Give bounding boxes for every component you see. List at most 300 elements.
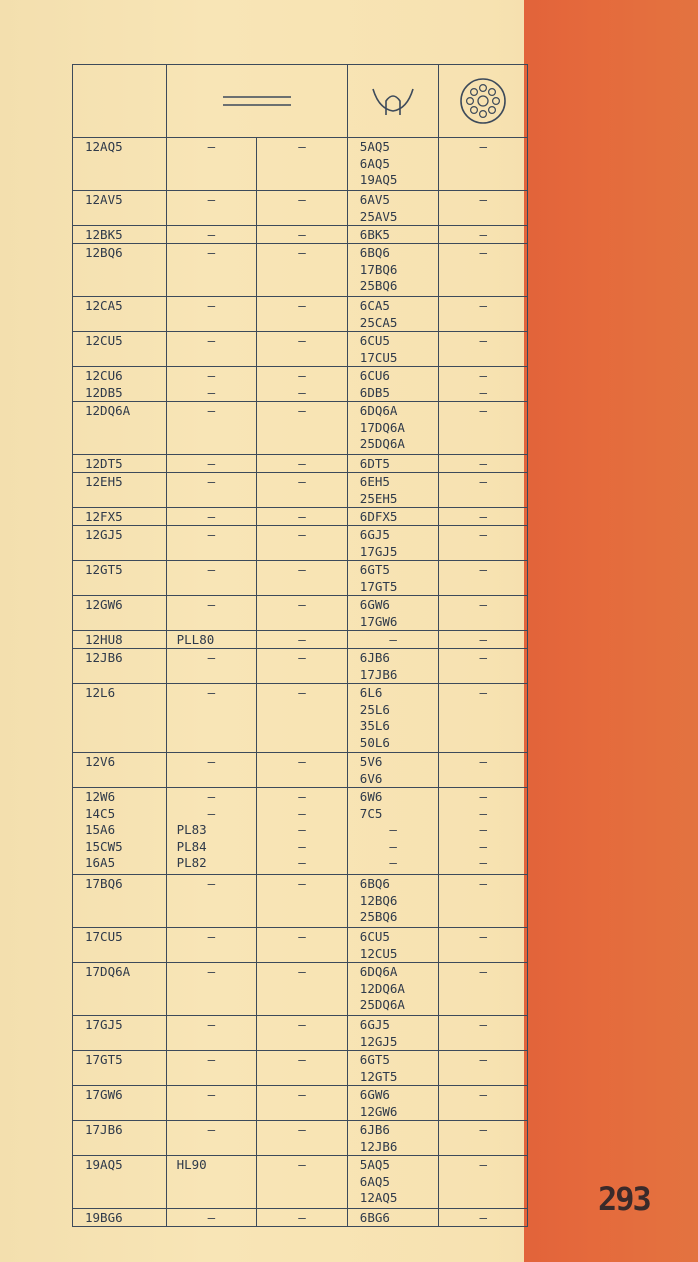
cell-line: – xyxy=(479,929,487,944)
cell-line: 12BQ6 xyxy=(359,892,398,908)
cell-line: – xyxy=(207,298,216,313)
cell-line: – xyxy=(207,474,216,489)
base-cell xyxy=(439,1016,527,1050)
cell-line: – xyxy=(479,474,487,489)
cell-line: – xyxy=(479,822,487,837)
table-row xyxy=(73,596,527,631)
base-cell xyxy=(439,649,527,683)
table-row xyxy=(73,753,527,788)
base-cell xyxy=(439,1156,527,1208)
cell-line: 12AV5 xyxy=(85,192,123,207)
type-cell xyxy=(73,928,167,962)
cell-line: 25BQ6 xyxy=(359,909,398,924)
cell-line: 12HU8 xyxy=(85,632,123,647)
cell-line: – xyxy=(207,754,216,769)
cell-line: – xyxy=(207,876,216,891)
base-cell xyxy=(439,1209,527,1226)
cell-line: – xyxy=(298,403,306,418)
cell-line: 6AQ5 xyxy=(359,1173,390,1189)
table-row xyxy=(73,649,527,684)
cell-line: 6CU5 xyxy=(359,333,390,348)
cell-line: – xyxy=(479,876,487,891)
equivalent-alt-cell xyxy=(257,875,348,927)
cell-line: – xyxy=(479,805,487,821)
type-cell xyxy=(73,1016,167,1050)
cell-line: 5AQ5 xyxy=(359,139,390,154)
similar-cell xyxy=(348,138,440,190)
cell-line: – xyxy=(479,456,487,471)
base-cell xyxy=(439,788,527,874)
equivalent-alt-cell xyxy=(257,1156,348,1208)
cell-line: – xyxy=(298,876,306,891)
cell-line: 25BQ6 xyxy=(359,278,398,293)
equivalent-alt-cell xyxy=(257,367,348,401)
equivalent-cell xyxy=(167,596,258,630)
cell-line: 12CU5 xyxy=(85,333,123,348)
equivalent-cell xyxy=(167,1209,258,1226)
cell-line: 6BQ6 xyxy=(359,876,390,891)
equivalent-alt-cell xyxy=(257,402,348,454)
equivalent-alt-cell xyxy=(257,332,348,366)
page-number: 293 xyxy=(598,1180,650,1218)
cell-line: – xyxy=(298,822,306,837)
type-cell xyxy=(73,1209,167,1226)
cell-line: – xyxy=(479,650,487,665)
cell-line: 6DB5 xyxy=(359,384,390,400)
similar-cell xyxy=(348,963,440,1015)
cell-line: – xyxy=(298,562,306,577)
equivalent-alt-cell xyxy=(257,1051,348,1085)
cell-line: – xyxy=(479,597,487,612)
similar-cell xyxy=(348,875,440,927)
table-row xyxy=(73,473,527,508)
type-cell xyxy=(73,631,167,648)
table-row xyxy=(73,367,527,402)
table-row xyxy=(73,402,527,455)
cell-line: – xyxy=(389,822,397,837)
base-cell xyxy=(439,226,527,243)
cell-line: – xyxy=(298,368,306,383)
cell-line: 12W6 xyxy=(85,789,116,804)
cell-line: 15A6 xyxy=(85,822,116,837)
cell-line: 17GJ5 xyxy=(359,543,398,559)
cell-line: 17BQ6 xyxy=(359,261,398,277)
cell-line: – xyxy=(479,368,487,383)
cell-line: – xyxy=(298,384,306,400)
cell-line: PL82 xyxy=(176,855,207,870)
cell-line: – xyxy=(479,192,487,207)
cell-line: 17JB6 xyxy=(85,1122,123,1137)
table-row xyxy=(73,244,527,297)
cell-line: – xyxy=(298,456,306,471)
cell-line: 6V6 xyxy=(359,770,383,786)
cell-line: 25DQ6A xyxy=(359,436,405,451)
cell-line: – xyxy=(298,1017,306,1032)
similar-cell xyxy=(348,526,440,560)
cell-line: 12FX5 xyxy=(85,509,123,524)
table-row xyxy=(73,1086,527,1121)
cell-line: 12L6 xyxy=(85,685,116,700)
cell-line: – xyxy=(207,562,216,577)
table-row xyxy=(73,963,527,1016)
similar-cell xyxy=(348,402,440,454)
table-row xyxy=(73,455,527,473)
cell-line: – xyxy=(479,384,487,400)
similar-cell xyxy=(348,1209,440,1226)
equivalent-cell xyxy=(167,1121,258,1155)
equivalent-alt-cell xyxy=(257,1209,348,1226)
cell-line: – xyxy=(298,838,306,854)
type-cell xyxy=(73,367,167,401)
cell-line: 12BK5 xyxy=(85,227,123,242)
cell-line: – xyxy=(207,805,216,821)
cell-line: HL90 xyxy=(176,1157,207,1172)
type-cell xyxy=(73,649,167,683)
cell-line: 12CA5 xyxy=(85,298,123,313)
cell-line: – xyxy=(479,838,487,854)
cell-line: 6BG6 xyxy=(359,1210,390,1225)
cell-line: 25CA5 xyxy=(359,314,398,330)
cell-line: – xyxy=(207,1017,216,1032)
header-base-cell xyxy=(439,65,527,137)
cell-line: – xyxy=(479,1157,487,1172)
type-cell xyxy=(73,332,167,366)
cell-line: 17DQ6A xyxy=(85,964,131,979)
cell-line: – xyxy=(207,964,216,979)
type-cell xyxy=(73,297,167,331)
cell-line: – xyxy=(207,789,216,804)
tube-base-pinout-icon xyxy=(458,76,508,126)
cell-line: 6CA5 xyxy=(359,298,390,313)
cell-line: 12DT5 xyxy=(85,456,123,471)
cell-line: 6DQ6A xyxy=(359,403,398,418)
equivalent-alt-cell xyxy=(257,684,348,752)
cell-line: 17GW6 xyxy=(85,1087,123,1102)
cell-line: 25DQ6A xyxy=(359,997,405,1012)
cell-line: – xyxy=(207,929,216,944)
cell-line: – xyxy=(207,1087,216,1102)
type-cell xyxy=(73,191,167,225)
cell-line: – xyxy=(298,789,306,804)
equivalent-alt-cell xyxy=(257,753,348,787)
equivalent-alt-cell xyxy=(257,596,348,630)
cell-line: – xyxy=(479,685,487,700)
cell-line: 6GJ5 xyxy=(359,1017,390,1032)
cell-line: – xyxy=(479,789,487,804)
equivalent-cell xyxy=(167,788,258,874)
equivalent-cell xyxy=(167,875,258,927)
cell-line: 6W6 xyxy=(359,789,383,804)
equivalent-alt-cell xyxy=(257,649,348,683)
equivalent-alt-cell xyxy=(257,1086,348,1120)
table-row xyxy=(73,1209,527,1226)
cell-line: 17GT5 xyxy=(85,1052,123,1067)
cell-line: PLL80 xyxy=(176,632,215,647)
cell-line: – xyxy=(207,384,216,400)
cell-line: – xyxy=(479,1017,487,1032)
base-cell xyxy=(439,508,527,525)
header-similar-cell xyxy=(348,65,440,137)
cell-line: 12BQ6 xyxy=(85,245,123,260)
cell-line: – xyxy=(207,1210,216,1225)
equivalent-cell xyxy=(167,473,258,507)
cell-line: 6CU5 xyxy=(359,929,390,944)
similar-cell xyxy=(348,332,440,366)
type-cell xyxy=(73,1051,167,1085)
cell-line: – xyxy=(479,333,487,348)
cell-line: PL84 xyxy=(176,838,207,854)
similar-cell xyxy=(348,596,440,630)
cell-line: – xyxy=(207,139,216,154)
similar-cell xyxy=(348,226,440,243)
type-cell xyxy=(73,402,167,454)
similar-cell xyxy=(348,455,440,472)
cell-line: – xyxy=(298,245,306,260)
cell-line: – xyxy=(207,1122,216,1137)
base-cell xyxy=(439,138,527,190)
cell-line: – xyxy=(298,1052,306,1067)
cell-line: 17GW6 xyxy=(359,613,398,629)
header-equivalent-cell xyxy=(167,65,348,137)
table-row xyxy=(73,631,527,649)
equivalent-cell xyxy=(167,561,258,595)
table-row xyxy=(73,226,527,244)
table-row xyxy=(73,1016,527,1051)
cell-line: 12GJ5 xyxy=(359,1033,398,1049)
similar-cell xyxy=(348,367,440,401)
cell-line: 5V6 xyxy=(359,754,383,769)
table-row xyxy=(73,191,527,226)
cell-line: – xyxy=(298,139,306,154)
base-cell xyxy=(439,875,527,927)
equivalent-cell xyxy=(167,526,258,560)
cell-line: 6AV5 xyxy=(359,192,390,207)
cell-line: – xyxy=(479,227,487,242)
cell-line: 12AQ5 xyxy=(85,139,123,154)
cell-line: – xyxy=(298,333,306,348)
base-cell xyxy=(439,367,527,401)
cell-line: 17CU5 xyxy=(359,349,398,365)
cell-line: 12JB6 xyxy=(359,1138,398,1154)
table-row xyxy=(73,138,527,191)
equivalent-cell xyxy=(167,684,258,752)
equivalent-alt-cell xyxy=(257,508,348,525)
equivalent-alt-cell xyxy=(257,297,348,331)
tube-heater-symbol-icon xyxy=(369,81,417,121)
cell-line: – xyxy=(207,245,216,260)
cell-line: – xyxy=(479,403,487,418)
equivalent-alt-cell xyxy=(257,1016,348,1050)
cell-line: 6L6 xyxy=(359,685,383,700)
equivalent-cell xyxy=(167,508,258,525)
cell-line: 6JB6 xyxy=(359,650,390,665)
header-type-cell xyxy=(73,65,167,137)
cell-line: 12CU5 xyxy=(359,945,398,961)
cell-line: 25AV5 xyxy=(359,208,398,224)
base-cell xyxy=(439,1121,527,1155)
table-row xyxy=(73,508,527,526)
equivalence-double-line-icon xyxy=(221,93,293,109)
table-row xyxy=(73,1121,527,1156)
table-row xyxy=(73,561,527,596)
type-cell xyxy=(73,788,167,874)
cell-line: 25EH5 xyxy=(359,490,398,506)
equivalent-cell xyxy=(167,1051,258,1085)
cell-line: – xyxy=(298,754,306,769)
similar-cell xyxy=(348,191,440,225)
equivalent-cell xyxy=(167,191,258,225)
cell-line: – xyxy=(207,597,216,612)
cell-line: – xyxy=(479,245,487,260)
equivalent-alt-cell xyxy=(257,244,348,296)
orange-index-tab xyxy=(524,0,698,1262)
base-cell xyxy=(439,753,527,787)
cell-line: – xyxy=(298,1210,306,1225)
base-cell xyxy=(439,684,527,752)
base-cell xyxy=(439,455,527,472)
similar-cell xyxy=(348,1086,440,1120)
table-row xyxy=(73,788,527,875)
cell-line: – xyxy=(479,855,487,870)
cell-line: 19AQ5 xyxy=(85,1157,123,1172)
similar-cell xyxy=(348,1051,440,1085)
equivalent-alt-cell xyxy=(257,138,348,190)
similar-cell xyxy=(348,1016,440,1050)
base-cell xyxy=(439,473,527,507)
cell-line: 17JB6 xyxy=(359,666,398,682)
similar-cell xyxy=(348,1156,440,1208)
equivalent-cell xyxy=(167,455,258,472)
cell-line: 6EH5 xyxy=(359,474,390,489)
type-cell xyxy=(73,226,167,243)
cell-line: 6GT5 xyxy=(359,562,390,577)
cell-line: 6BQ6 xyxy=(359,245,390,260)
equivalent-cell xyxy=(167,244,258,296)
base-cell xyxy=(439,631,527,648)
similar-cell xyxy=(348,684,440,752)
cell-line: PL83 xyxy=(176,822,207,837)
cell-line: 17GJ5 xyxy=(85,1017,123,1032)
cell-line: – xyxy=(298,227,306,242)
base-cell xyxy=(439,561,527,595)
cell-line: 12GW6 xyxy=(359,1103,398,1119)
base-cell xyxy=(439,1086,527,1120)
base-cell xyxy=(439,928,527,962)
cell-line: 12AQ5 xyxy=(359,1190,398,1205)
similar-cell xyxy=(348,473,440,507)
cell-line: – xyxy=(298,474,306,489)
cell-line: 17BQ6 xyxy=(85,876,123,891)
type-cell xyxy=(73,596,167,630)
equivalent-cell xyxy=(167,402,258,454)
cell-line: – xyxy=(298,527,306,542)
cell-line: 17DQ6A xyxy=(359,419,405,435)
type-cell xyxy=(73,473,167,507)
cell-line: 12GT5 xyxy=(359,1068,398,1084)
similar-cell xyxy=(348,928,440,962)
cell-line: – xyxy=(207,650,216,665)
cell-line: 17CU5 xyxy=(85,929,123,944)
cell-line: – xyxy=(298,298,306,313)
base-cell xyxy=(439,1051,527,1085)
cell-line: 12DB5 xyxy=(85,384,123,400)
table-row xyxy=(73,297,527,332)
similar-cell xyxy=(348,631,440,648)
cell-line: 6GT5 xyxy=(359,1052,390,1067)
type-cell xyxy=(73,1086,167,1120)
base-cell xyxy=(439,402,527,454)
base-cell xyxy=(439,526,527,560)
cell-line: – xyxy=(479,527,487,542)
equivalent-cell xyxy=(167,297,258,331)
type-cell xyxy=(73,244,167,296)
equivalent-alt-cell xyxy=(257,928,348,962)
cell-line: 6JB6 xyxy=(359,1122,390,1137)
table-row xyxy=(73,684,527,753)
base-cell xyxy=(439,191,527,225)
cell-line: 12EH5 xyxy=(85,474,123,489)
cell-line: 14C5 xyxy=(85,805,116,821)
cell-line: 50L6 xyxy=(359,734,390,750)
equivalent-cell xyxy=(167,332,258,366)
cell-line: – xyxy=(479,509,487,524)
cell-line: – xyxy=(479,1210,487,1225)
table-body xyxy=(73,138,527,1226)
cell-line: 6BK5 xyxy=(359,227,390,242)
cell-line: – xyxy=(298,509,306,524)
cell-line: – xyxy=(479,1122,487,1137)
cell-line: – xyxy=(479,562,487,577)
similar-cell xyxy=(348,1121,440,1155)
cell-line: 6DT5 xyxy=(359,456,390,471)
similar-cell xyxy=(348,244,440,296)
cell-line: 16A5 xyxy=(85,855,116,870)
base-cell xyxy=(439,332,527,366)
table-row xyxy=(73,526,527,561)
equivalent-cell xyxy=(167,226,258,243)
cell-line: – xyxy=(479,1052,487,1067)
cell-line: – xyxy=(298,1157,306,1172)
cell-line: 6GJ5 xyxy=(359,527,390,542)
cell-line: – xyxy=(479,754,487,769)
equivalent-cell xyxy=(167,753,258,787)
cell-line: 12JB6 xyxy=(85,650,123,665)
cell-line: 35L6 xyxy=(359,718,390,733)
cell-line: 6AQ5 xyxy=(359,155,390,171)
cell-line: – xyxy=(298,1087,306,1102)
equivalent-cell xyxy=(167,963,258,1015)
equivalent-cell xyxy=(167,928,258,962)
equivalent-alt-cell xyxy=(257,963,348,1015)
cell-line: – xyxy=(298,192,306,207)
type-cell xyxy=(73,753,167,787)
table-header xyxy=(73,65,527,138)
cell-line: 12CU6 xyxy=(85,368,123,383)
cell-line: 15CW5 xyxy=(85,838,123,854)
type-cell xyxy=(73,963,167,1015)
type-cell xyxy=(73,526,167,560)
base-cell xyxy=(439,963,527,1015)
cell-line: 17GT5 xyxy=(359,578,398,594)
cell-line: – xyxy=(298,650,306,665)
type-cell xyxy=(73,1156,167,1208)
tube-equivalents-table xyxy=(72,64,528,1227)
type-cell xyxy=(73,875,167,927)
cell-line: – xyxy=(207,227,216,242)
cell-line: 12GW6 xyxy=(85,597,123,612)
similar-cell xyxy=(348,297,440,331)
cell-line: – xyxy=(479,1087,487,1102)
